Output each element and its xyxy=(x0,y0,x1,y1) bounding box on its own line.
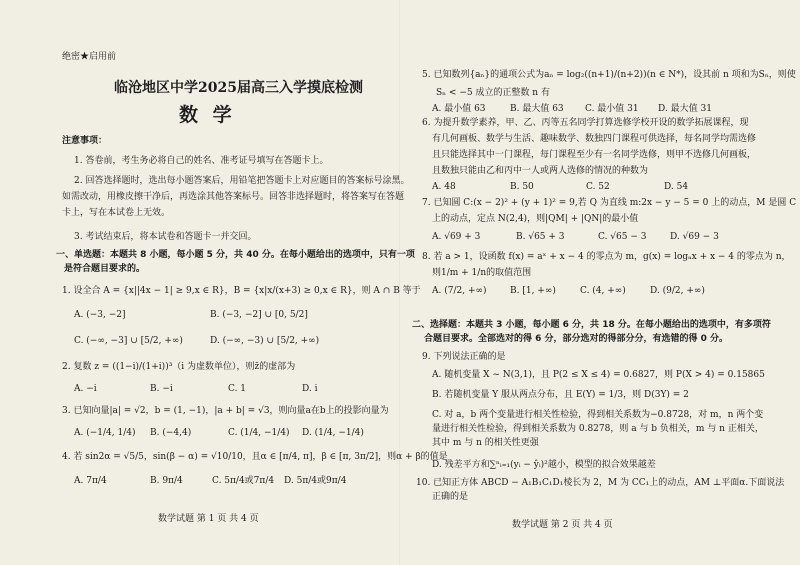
q7-option-a: A. √69 + 3 xyxy=(432,232,481,242)
q4-option-a: A. 7π/4 xyxy=(74,476,107,486)
page-footer: 数学试题 第 1 页 共 4 页 xyxy=(158,514,259,524)
question-6-line: 且数独只能由乙和丙中一人或两人选修的情况的种数为 xyxy=(432,166,649,176)
q3-option-a: A. (−1/4, 1/4) xyxy=(74,428,136,438)
q9-option-c: C. 对 a，b 两个变量进行相关性检验，得到相关系数为−0.8728，对 m，n 两个变 xyxy=(432,410,764,420)
q7-option-c: C. √65 − 3 xyxy=(598,232,647,242)
exam-title: 临沧地区中学2025届高三入学摸底检测 xyxy=(114,80,363,96)
q1-option-a: A. (−3, −2] xyxy=(74,310,126,320)
q6-option-a: A. 48 xyxy=(432,182,456,192)
note-line: 如需改动，用橡皮擦干净后，再选涂其他答案标号。回答非选择题时，将答案写在答题 xyxy=(62,192,405,202)
q8-option-b: B. [1, +∞) xyxy=(510,286,556,296)
q1-option-b: B. (−3, −2] ∪ [0, 5/2] xyxy=(210,310,308,320)
q3-option-c: C. (1/4, −1/4) xyxy=(228,428,290,438)
question-10-line: 10. 已知正方体 ABCD − A₁B₁C₁D₁棱长为 2，M 为 CC₁上的动点，AM ⊥平面α.下面说法 xyxy=(416,478,785,488)
q8-option-a: A. (7/2, +∞) xyxy=(432,286,487,296)
q4-option-c: C. 5π/4或7π/4 xyxy=(212,476,275,486)
q3-option-d: D. (1/4, −1/4) xyxy=(302,428,364,438)
q2-option-d: D. i xyxy=(302,384,318,394)
section-heading: 合题目要求。全部选对的得 6 分，部分选对的得部分分，有选错的得 0 分。 xyxy=(424,334,729,344)
q8-option-c: C. (4, +∞) xyxy=(580,286,626,296)
notes-title: 注意事项： xyxy=(62,136,108,146)
q6-option-c: C. 52 xyxy=(586,182,610,192)
q1-option-d: D. (−∞, −3) ∪ [5/2, +∞) xyxy=(210,336,320,346)
question-10-line: 正确的是 xyxy=(432,492,469,502)
subject-title: 数 学 xyxy=(179,104,236,126)
q7-option-b: B. √65 + 3 xyxy=(516,232,565,242)
q4-option-b: B. 9π/4 xyxy=(150,476,183,486)
section-heading: 二、选择题：本题共 3 小题，每小题 6 分，共 18 分。在每小题给出的选项中，有多项符 xyxy=(412,320,771,330)
question-9-stem: 9. 下列说法正确的是 xyxy=(422,352,506,362)
question-8-line: 则1/m + 1/n的取值范围 xyxy=(432,268,532,278)
question-4-stem: 4. 若 sin2α = √5/5，sin(β − α) = √10/10，且α ∈ [π/4, π]，β ∈ [π, 3π/2]，则α + β的值是 xyxy=(62,452,448,462)
q7-option-d: D. √69 − 3 xyxy=(670,232,719,242)
q2-option-a: A. −i xyxy=(74,384,97,394)
note-line: 1. 答卷前，考生务必将自己的姓名、准考证号填写在答题卡上。 xyxy=(74,156,329,166)
page-2 xyxy=(400,0,800,565)
q5-option-c: C. 最小值 31 xyxy=(585,104,639,114)
question-1-stem: 1. 设全合 A = {x||4x − 1| ≥ 9,x ∈ R}，B = {x|x/(x+3) ≥ 0,x ∈ R}，则 A ∩ B 等于 xyxy=(62,286,421,296)
q3-option-b: B. (−4,4) xyxy=(150,428,192,438)
q1-option-c: C. (−∞, −3] ∪ [5/2, +∞) xyxy=(74,336,183,346)
q8-option-d: D. (9/2, +∞) xyxy=(650,286,705,296)
question-6-line: 6. 为提升数学素养，甲、乙、丙等五名同学打算选修学校开设的数学拓展课程，现 xyxy=(422,118,749,128)
question-3-stem: 3. 已知向量|a| = √2，b = (1, −1)，|a + b| = √3，则向量a在b上的投影向量为 xyxy=(62,406,389,416)
q2-option-b: B. −i xyxy=(150,384,173,394)
section-heading: 是符合题目要求的。 xyxy=(64,264,146,274)
section-heading: 一、单选题：本题共 8 小题，每小题 5 分，共 40 分。在每小题给出的选项中，只有一项 xyxy=(56,250,415,260)
question-6-line: 且只能选择其中一门课程，每门课程至少有一名同学选修，则甲不选修几何画板， xyxy=(432,150,757,160)
q6-option-b: B. 50 xyxy=(510,182,534,192)
q4-option-d: D. 5π/4或9π/4 xyxy=(284,476,347,486)
secret-mark: 绝密★启用前 xyxy=(62,52,117,62)
question-8-line: 8. 若 a > 1，设函数 f(x) = aˣ + x − 4 的零点为 m，g(x) = logₐx + x − 4 的零点为 n， xyxy=(422,252,791,262)
q9-option-b: B. 若随机变量 Y 服从两点分布，且 E(Y) = 1/3，则 D(3Y) = 2 xyxy=(432,390,689,400)
q5-option-d: D. 最大值 31 xyxy=(658,104,712,114)
q5-option-a: A. 最小值 63 xyxy=(432,104,486,114)
question-2-stem: 2. 复数 z = ((1−i)/(1+i))³（i 为虚数单位），则z̄的虚部为 xyxy=(62,362,296,372)
question-6-line: 有几何画板、数学与生活、趣味数学、数独四门课程可供选择，每名同学均需选修 xyxy=(432,134,757,144)
note-line: 3. 考试结束后，将本试卷和答题卡一并交回。 xyxy=(74,232,257,242)
note-line: 卡上，写在本试卷上无效。 xyxy=(62,208,171,218)
question-7-line: 7. 已知圆 C:(x − 2)² + (y + 1)² = 9,若 Q 为直线 m:2x − y − 5 = 0 上的动点，M 是圆 C xyxy=(422,198,797,208)
q9-option-c-cont: 量进行相关性检验，得到相关系数为 0.8278，则 a 与 b 负相关，m 与 n 正相关， xyxy=(432,424,764,434)
q5-option-b: B. 最大值 63 xyxy=(510,104,564,114)
q9-option-c-cont: 其中 m 与 n 的相关性更强 xyxy=(432,438,539,448)
page-footer: 数学试题 第 2 页 共 4 页 xyxy=(512,520,613,530)
q9-option-a: A. 随机变量 X ~ N(3,1)，且 P(2 ≤ X ≤ 4) = 0.6827，则 P(X > 4) = 0.15865 xyxy=(432,370,765,380)
q2-option-c: C. 1 xyxy=(228,384,247,394)
q6-option-d: D. 54 xyxy=(664,182,689,192)
q9-option-d: D. 残差平方和∑ⁿᵢ₌₁(yᵢ − ŷᵢ)²越小，模型的拟合效果越差 xyxy=(432,460,656,470)
question-5-stem-cont: Sₙ < −5 成立的正整数 n 有 xyxy=(436,88,550,98)
question-5-stem: 5. 已知数列{aₙ}的通项公式为aₙ = log₂((n+1)/(n+2))(n ∈ N*)，设其前 n 项和为Sₙ，则使 xyxy=(422,70,796,80)
question-7-line: 上的动点，定点 N(2,4)，则|QM| + |QN|的最小值 xyxy=(432,214,639,224)
note-line: 2. 回答选择题时，选出每小题答案后，用铅笔把答题卡上对应题目的答案标号涂黑。 xyxy=(74,176,410,186)
